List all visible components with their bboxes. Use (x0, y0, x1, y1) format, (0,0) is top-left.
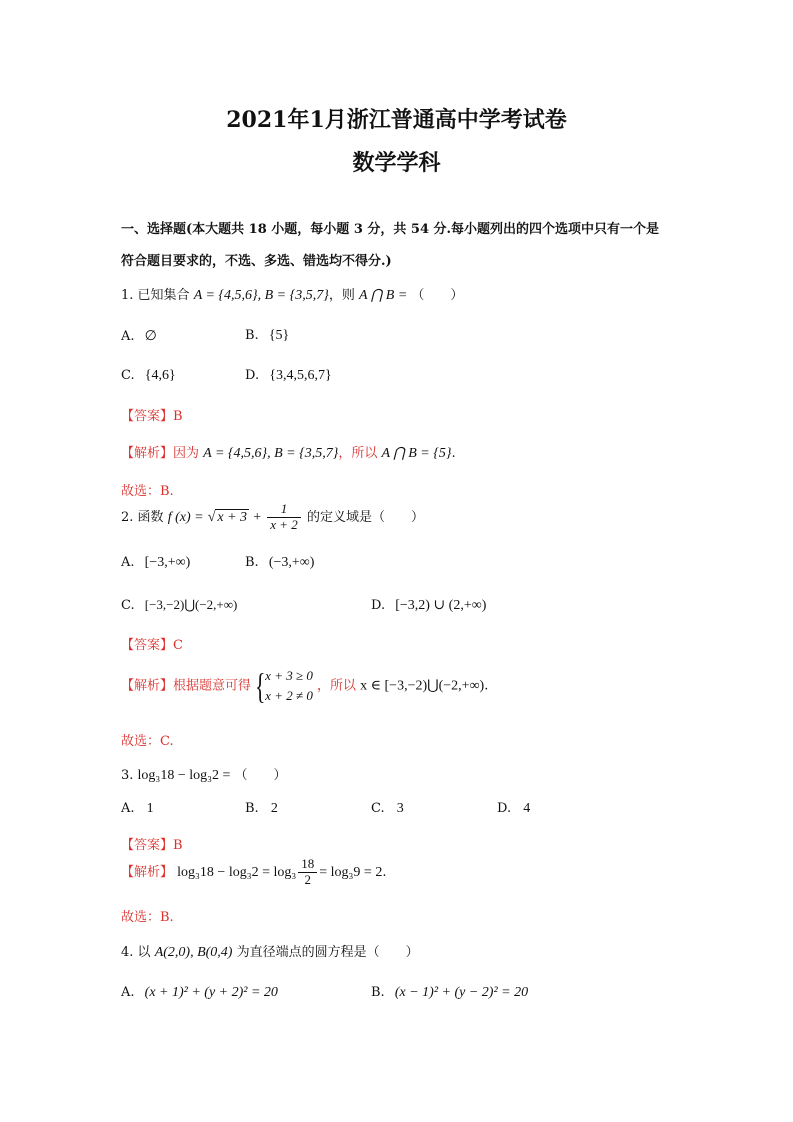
q2-stem-f: f (x) = (167, 509, 204, 525)
q3-analysis-math2: = log₃9 = 2 (319, 864, 383, 880)
q2-sqrt-content: x + 3 (217, 509, 248, 525)
q3-conclusion: 故选：B. (121, 910, 174, 925)
q3-option-b-text: 2 (270, 801, 278, 816)
q4-stem (121, 941, 419, 961)
q1-answer-value: B (173, 409, 183, 424)
q1-analysis-math1: A = {4,5,6}, B = {3,5,7} (203, 446, 339, 461)
q2-inequality-system (255, 666, 313, 706)
q1-stem-prefix: 1. 已知集合 (121, 288, 190, 303)
q3-option-a (121, 801, 154, 817)
q2-stem-prefix: 2. 函数 (121, 509, 164, 525)
q2-option-d-text: [−3,2) ∪ (2,+∞) (395, 598, 487, 613)
q3-option-a-text: 1 (146, 801, 154, 816)
q3-option-b-label: B. (245, 801, 259, 816)
q3-answer-tag: 【答案】 (121, 838, 174, 853)
q1-option-c-text: {4,6} (144, 368, 176, 383)
q1-option-a-label: A. (121, 329, 135, 344)
q1-stem (121, 284, 463, 304)
q2-option-c (121, 597, 237, 613)
q1-analysis-mid: ，所以 (338, 446, 378, 461)
q1-analysis-prefix: 因为 (173, 446, 200, 461)
q2-analysis-math: x ∈ [−3,−2)⋃(−2,+∞) (360, 678, 485, 694)
q4-option-a (121, 985, 278, 1001)
q1-analysis-math2: A ⋂ B = {5} (381, 446, 452, 461)
q2-analysis (121, 666, 488, 706)
q2-option-c-label: C. (121, 598, 135, 613)
q2-brace-icon: { (255, 666, 266, 706)
q3-stem-prefix: 3. (121, 768, 134, 783)
q1-option-d (245, 368, 332, 384)
q3-answer (121, 834, 183, 853)
q2-option-d (371, 597, 486, 614)
q2-conclusion: 故选：C. (121, 734, 174, 749)
q1-option-a-text: ∅ (144, 329, 157, 344)
q3-option-d-label: D. (497, 801, 512, 816)
q2-analysis-end: . (484, 678, 489, 694)
q3-analysis (121, 857, 386, 888)
q3-stem-math: log₃18 − log₃2 = (137, 768, 231, 783)
q3-stem (121, 764, 287, 784)
q1-stem-mid: ，则 (328, 288, 355, 303)
q3-option-c-label: C. (371, 801, 385, 816)
q4-option-a-text: (x + 1)² + (y + 2)² = 20 (144, 985, 278, 1000)
q1-option-c (121, 368, 176, 384)
q3-analysis-end: . (382, 864, 387, 880)
q2-sqrt: √ x + 3 (207, 509, 248, 525)
q2-option-b-text: (−3,+∞) (268, 555, 315, 570)
q1-option-d-label: D. (245, 368, 260, 383)
q1-analysis-end: . (451, 446, 456, 461)
q1-answer (121, 405, 183, 424)
q3-option-d (497, 801, 530, 817)
q2-option-b-label: B. (245, 555, 259, 570)
q3-answer-value: B (173, 838, 183, 853)
q2-system-line2: x + 2 ≠ 0 (265, 688, 313, 703)
q3-option-b (245, 801, 278, 817)
q4-option-b-text: (x − 1)² + (y − 2)² = 20 (394, 985, 529, 1000)
q2-fraction (267, 502, 301, 533)
q4-option-a-label: A. (121, 985, 135, 1000)
q2-option-b (245, 555, 314, 571)
q4-stem-prefix: 4. 以 (121, 945, 151, 960)
section-header-line2: 符合题目要求的，不选、多选、错选均不得分.) (121, 254, 392, 269)
q1-stem-paren: （ ） (411, 288, 464, 303)
q1-stem-math: A = {4,5,6}, B = {3,5,7} (193, 288, 329, 303)
q2-answer (121, 634, 183, 653)
q1-stem-math2: A ⋂ B = (358, 288, 408, 303)
q3-fraction-denominator: 2 (304, 871, 312, 887)
q2-option-d-label: D. (371, 598, 386, 613)
q2-answer-value: C (173, 638, 183, 653)
q4-stem-suffix: 为直径端点的圆方程是（ ） (236, 945, 419, 960)
q4-stem-math: A(2,0), B(0,4) (154, 945, 233, 960)
q1-option-a (121, 328, 157, 345)
q3-stem-paren: （ ） (234, 768, 287, 783)
q3-option-d-text: 4 (523, 801, 531, 816)
q1-option-d-text: {3,4,5,6,7} (269, 368, 332, 383)
page-subtitle: 数学学科 (352, 150, 441, 176)
q2-plus: + (253, 509, 262, 525)
q3-option-a-label: A. (121, 801, 135, 816)
q3-fraction (298, 857, 317, 888)
q1-option-c-label: C. (121, 368, 135, 383)
q3-analysis-math1: log₃18 − log₃2 = log₃ (177, 864, 297, 880)
q2-analysis-prefix: 根据题意可得 (173, 678, 252, 694)
q3-option-c-text: 3 (396, 801, 404, 816)
q3-analysis-tag: 【解析】 (121, 864, 174, 880)
q1-conclusion: 故选：B. (121, 484, 174, 499)
q4-option-b-label: B. (371, 985, 385, 1000)
q1-analysis (121, 442, 456, 462)
q1-analysis-tag: 【解析】 (121, 446, 174, 461)
q2-fraction-numerator: 1 (267, 502, 301, 518)
q1-option-b-label: B. (245, 328, 259, 343)
q2-stem-suffix: 的定义域是（ ） (306, 509, 424, 525)
q3-fraction-numerator: 18 (298, 857, 317, 873)
q1-option-b-text: {5} (268, 328, 290, 343)
q2-stem (121, 502, 424, 533)
q2-answer-tag: 【答案】 (121, 638, 174, 653)
q4-option-b (371, 985, 528, 1001)
page-title: 2021年1月浙江普通高中学考试卷 (226, 107, 567, 133)
q2-option-a-label: A. (121, 555, 135, 570)
q2-system-line1: x + 3 ≥ 0 (265, 668, 313, 683)
q2-option-a (121, 555, 190, 571)
q1-option-b (245, 328, 289, 344)
q2-option-a-text: [−3,+∞) (144, 555, 191, 570)
section-header-line1: 一、选择题(本大题共 18 小题，每小题 3 分，共 54 分.每小题列出的四个选项中只有一个是 (121, 222, 660, 237)
q2-analysis-tag: 【解析】 (121, 678, 174, 694)
q2-option-c-text: [−3,−2)⋃(−2,+∞) (144, 597, 238, 612)
q1-answer-tag: 【答案】 (121, 409, 174, 424)
q2-analysis-mid: ，所以 (317, 678, 357, 694)
q3-option-c (371, 801, 404, 817)
q2-fraction-denominator: x + 2 (270, 516, 298, 532)
